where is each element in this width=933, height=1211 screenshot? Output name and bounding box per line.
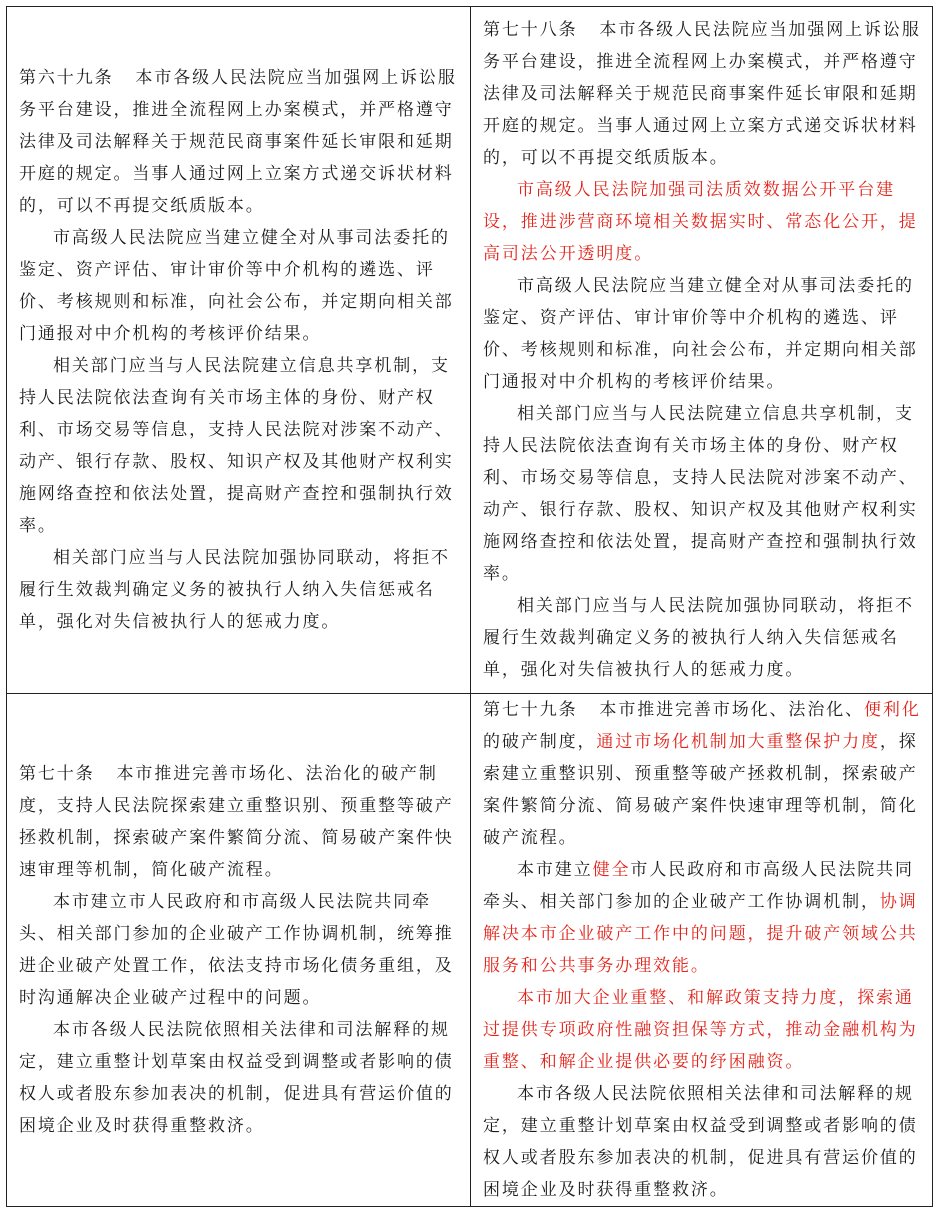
article-title: 第六十九条 xyxy=(19,68,114,88)
added-text: 便利化 xyxy=(864,700,921,720)
old-article-69-cell xyxy=(7,7,471,694)
paragraph-text: 本市各级人民法院应当加强网上诉讼服务平台建设，推进全流程网上办案模式，并严格遵守法律及司法解释关于规范民商事案件延长审限和延期开庭的规定。当事人通过网上立案方式递交诉状材料的，可以不再提交纸质版本。 xyxy=(483,20,921,168)
paragraph: 相关部门应当与人民法院加强协同联动，将拒不履行生效裁判确定义务的被执行人纳入失信惩戒名单，强化对失信被执行人的惩戒力度。 xyxy=(483,596,914,680)
comparison-table-container xyxy=(6,6,921,1202)
table-row xyxy=(7,7,933,694)
paragraph: 相关部门应当与人民法院建立信息共享机制，支持人民法院依法查询有关市场主体的身份、财产权利、市场交易等信息，支持人民法院对涉案不动产、动产、银行存款、股权、知识产权及其他财产权利实施网络查控和依法处置，提高财产查控和强制执行效率。 xyxy=(483,404,918,584)
paragraph xyxy=(19,62,460,222)
article-title: 第七十九条 xyxy=(483,700,578,720)
paragraph: 市高级人民法院应当建立健全对从事司法委托的鉴定、资产评估、审计审价等中介机构的遴选、评价、考核规则和标准，向社会公布，并定期向相关部门通报对中介机构的考核评价结果。 xyxy=(483,276,918,392)
new-article-78-cell xyxy=(471,7,933,694)
article-title: 第七十八条 xyxy=(483,20,578,40)
paragraph: 本市建立市人民政府和市高级人民法院共同牵头、相关部门参加的企业破产工作协调机制，统筹推进企业破产处置工作，依法支持市场化债务重组，及时沟通解决企业破产过程中的问题。 xyxy=(19,892,454,1008)
text-run: ，探索建立重整识别、预重整等破产拯救机制，探索破产案件繁简分流、简易破产案件快速审理等机制，简化破产流程。 xyxy=(483,732,918,848)
added-paragraph: 本市加大企业重整、和解政策支持力度，探索通过提供专项政府性融资担保等方式，推动金融机构为重整、和解企业提供必要的纾困融资。 xyxy=(483,988,918,1072)
article-title: 第七十条 xyxy=(19,764,95,784)
comparison-table xyxy=(6,6,933,1207)
paragraph xyxy=(483,694,922,854)
paragraph: 相关部门应当与人民法院建立信息共享机制，支持人民法院依法查询有关市场主体的身份、财产权利、市场交易等信息，支持人民法院对涉案不动产、动产、银行存款、股权、知识产权及其他财产权利实施网络查控和依法处置，提高财产查控和强制执行效率。 xyxy=(19,356,454,536)
paragraph: 市高级人民法院应当建立健全对从事司法委托的鉴定、资产评估、审计审价等中介机构的遴选、评价、考核规则和标准，向社会公布，并定期向相关部门通报对中介机构的考核评价结果。 xyxy=(19,228,454,344)
paragraph: 本市各级人民法院依照相关法律和司法解释的规定，建立重整计划草案由权益受到调整或者影响的债权人或者股东参加表决的机制，促进具有营运价值的困境企业及时获得重整救济。 xyxy=(483,1084,918,1200)
new-article-79-cell xyxy=(471,694,933,1207)
old-article-70-cell xyxy=(7,694,471,1207)
text-run: 本市建立 xyxy=(517,860,593,880)
table-row xyxy=(7,694,933,1207)
added-text: 协调解决本市企业破产工作中的问题，提升破产领域公共服务和公共事务办理效能。 xyxy=(483,892,918,976)
text-run: 本市推进完善市场化、法治化、 xyxy=(599,700,865,720)
added-text: 通过市场化机制加大重整保护力度 xyxy=(596,732,880,752)
paragraph: 本市各级人民法院依照相关法律和司法解释的规定，建立重整计划草案由权益受到调整或者影响的债权人或者股东参加表决的机制，促进具有营运价值的困境企业及时获得重整救济。 xyxy=(19,1020,454,1136)
paragraph: 相关部门应当与人民法院加强协同联动，将拒不履行生效裁判确定义务的被执行人纳入失信惩戒名单，强化对失信被执行人的惩戒力度。 xyxy=(19,548,450,632)
added-text: 健全 xyxy=(592,860,631,880)
text-run: 的破产制度， xyxy=(483,732,597,752)
added-paragraph: 市高级人民法院加强司法质效数据公开平台建设，推进涉营商环境相关数据实时、常态化公开，提高司法公开透明度。 xyxy=(483,180,918,264)
text-run: 市人民政府和市高级人民法院共同牵头、相关部门参加的企业破产工作协调机制， xyxy=(483,860,914,912)
paragraph-text: 本市推进完善市场化、法治化的破产制度，支持人民法院探索建立重整识别、预重整等破产拯救机制，探索破产案件繁简分流、简易破产案件快速审理等机制，简化破产流程。 xyxy=(19,764,454,880)
paragraph xyxy=(483,854,922,982)
paragraph xyxy=(19,758,460,886)
paragraph-text: 本市各级人民法院应当加强网上诉讼服务平台建设，推进全流程网上办案模式，并严格遵守法律及司法解释关于规范民商事案件延长审限和延期开庭的规定。当事人通过网上立案方式递交诉状材料的，可以不再提交纸质版本。 xyxy=(19,68,457,216)
paragraph xyxy=(483,14,922,174)
